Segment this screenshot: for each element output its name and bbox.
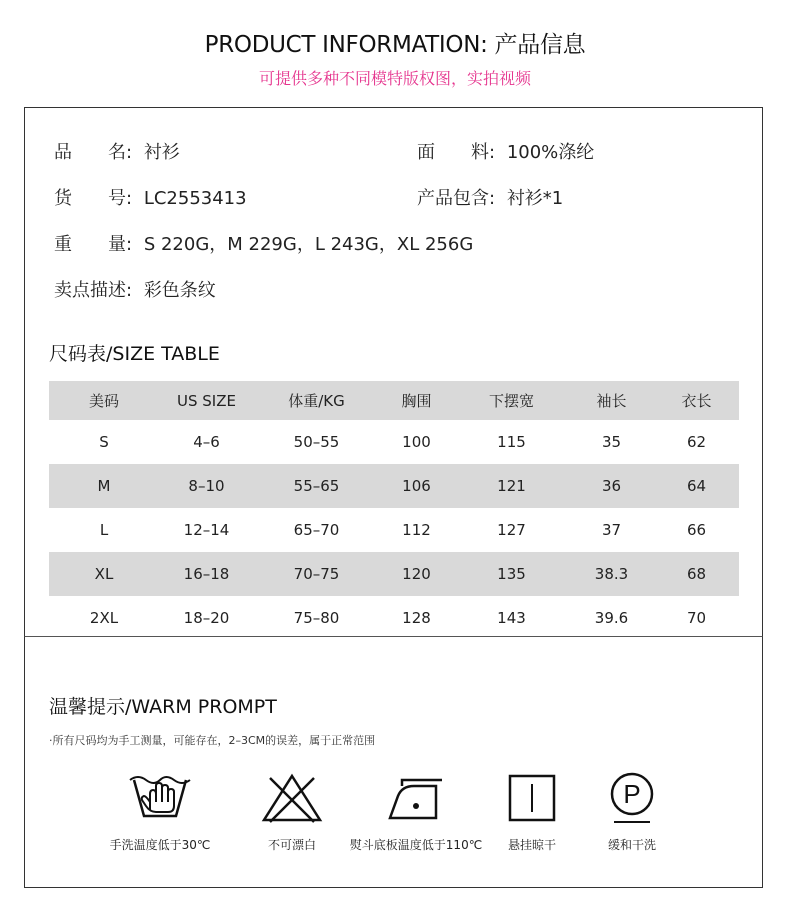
size-table-header: US SIZE [159,381,254,420]
info-weight [54,230,473,256]
info-name-value: 衬衫 [143,142,180,163]
info-includes-value: 衬衫*1 [506,188,564,209]
size-table-header: 胸围 [379,381,454,420]
warm-prompt-note: ·所有尺码均为手工测量，可能存在，2–3CM的误差，属于正常范围 [49,734,376,747]
page-title: PRODUCT INFORMATION: 产品信息 [204,32,586,58]
dry-clean-letter: P [623,779,641,809]
table-cell: 36 [569,464,654,508]
info-name [54,138,180,164]
table-row [49,596,739,640]
info-fabric [417,138,594,164]
info-name-label: 品 名: [54,142,133,163]
dry-clean-p-icon [600,770,664,826]
table-cell: 100 [402,433,431,451]
hand-wash-label: 手洗温度低于30℃ [109,838,211,852]
table-cell: 12–14 [183,521,230,539]
table-cell: 4–6 [193,433,220,451]
no-bleach-label: 不可漂白 [267,838,316,852]
table-cell: 64 [654,464,739,508]
table-cell: 68 [654,552,739,596]
table-cell: 128 [402,609,431,627]
table-cell: 62 [686,433,707,451]
info-weight-label: 重 量: [54,234,133,255]
care-no-bleach [222,770,362,853]
care-gentle-dry-clean [562,770,702,853]
size-table-header: 下摆宽 [454,381,569,420]
table-cell: 55–65 [254,464,379,508]
hang-dry-label: 悬挂晾干 [507,838,556,852]
info-selling [54,276,216,302]
info-fabric-value: 100%涤纶 [506,142,595,163]
size-table-header: 体重/KG [254,381,379,420]
size-table [49,381,739,640]
table-cell: 65–70 [293,521,340,539]
table-cell: 16–18 [159,552,254,596]
table-row [49,552,739,596]
size-table-header-row [49,381,739,420]
table-cell: 50–55 [293,433,340,451]
table-cell: 8–10 [159,464,254,508]
table-cell: 39.6 [594,609,629,627]
info-weight-value: S 220G，M 229G，L 243G，XL 256G [143,234,474,255]
info-fabric-label: 面 料: [417,142,496,163]
warm-prompt-heading: 温馨提示/WARM PROMPT [49,696,277,718]
info-selling-value: 彩色条纹 [143,280,216,301]
table-cell: 127 [497,521,526,539]
table-cell: L [99,521,109,539]
table-cell: S [99,433,109,451]
table-cell: M [49,464,159,508]
info-selling-label: 卖点描述: [54,280,133,301]
table-cell: 70 [686,609,707,627]
hang-dry-icon [500,770,564,826]
no-bleach-icon [260,770,324,826]
hand-wash-icon [128,770,192,826]
table-cell: 112 [402,521,431,539]
table-cell: 106 [379,464,454,508]
table-cell: 35 [601,433,622,451]
table-cell: 38.3 [569,552,654,596]
table-cell: 75–80 [293,609,340,627]
info-includes [417,184,563,210]
table-cell: 66 [686,521,707,539]
size-table-header: 美码 [49,381,159,420]
iron-icon [384,770,448,826]
table-cell: 120 [379,552,454,596]
table-cell: 18–20 [183,609,230,627]
table-row [49,420,739,464]
table-row [49,508,739,552]
page-subtitle: 可提供多种不同模特版权图，实拍视频 [258,69,531,88]
table-cell: XL [49,552,159,596]
table-cell: 2XL [89,609,119,627]
info-includes-label: 产品包含: [417,188,496,209]
table-cell: 135 [454,552,569,596]
table-cell: 115 [497,433,526,451]
table-cell: 121 [454,464,569,508]
info-item-no-label: 货 号: [54,188,133,209]
info-item-no-value: LC2553413 [143,188,247,209]
size-table-header: 衣长 [654,381,739,420]
care-hand-wash [90,770,230,853]
gentle-dry-clean-label: 缓和干洗 [607,838,656,852]
iron-label: 熨斗底板温度低于110℃ [349,838,483,852]
size-table-heading: 尺码表/SIZE TABLE [49,343,220,365]
size-table-header: 袖长 [569,381,654,420]
table-row [49,464,739,508]
table-cell: 70–75 [254,552,379,596]
info-item-no [54,184,247,210]
table-cell: 37 [601,521,622,539]
table-cell: 143 [497,609,526,627]
